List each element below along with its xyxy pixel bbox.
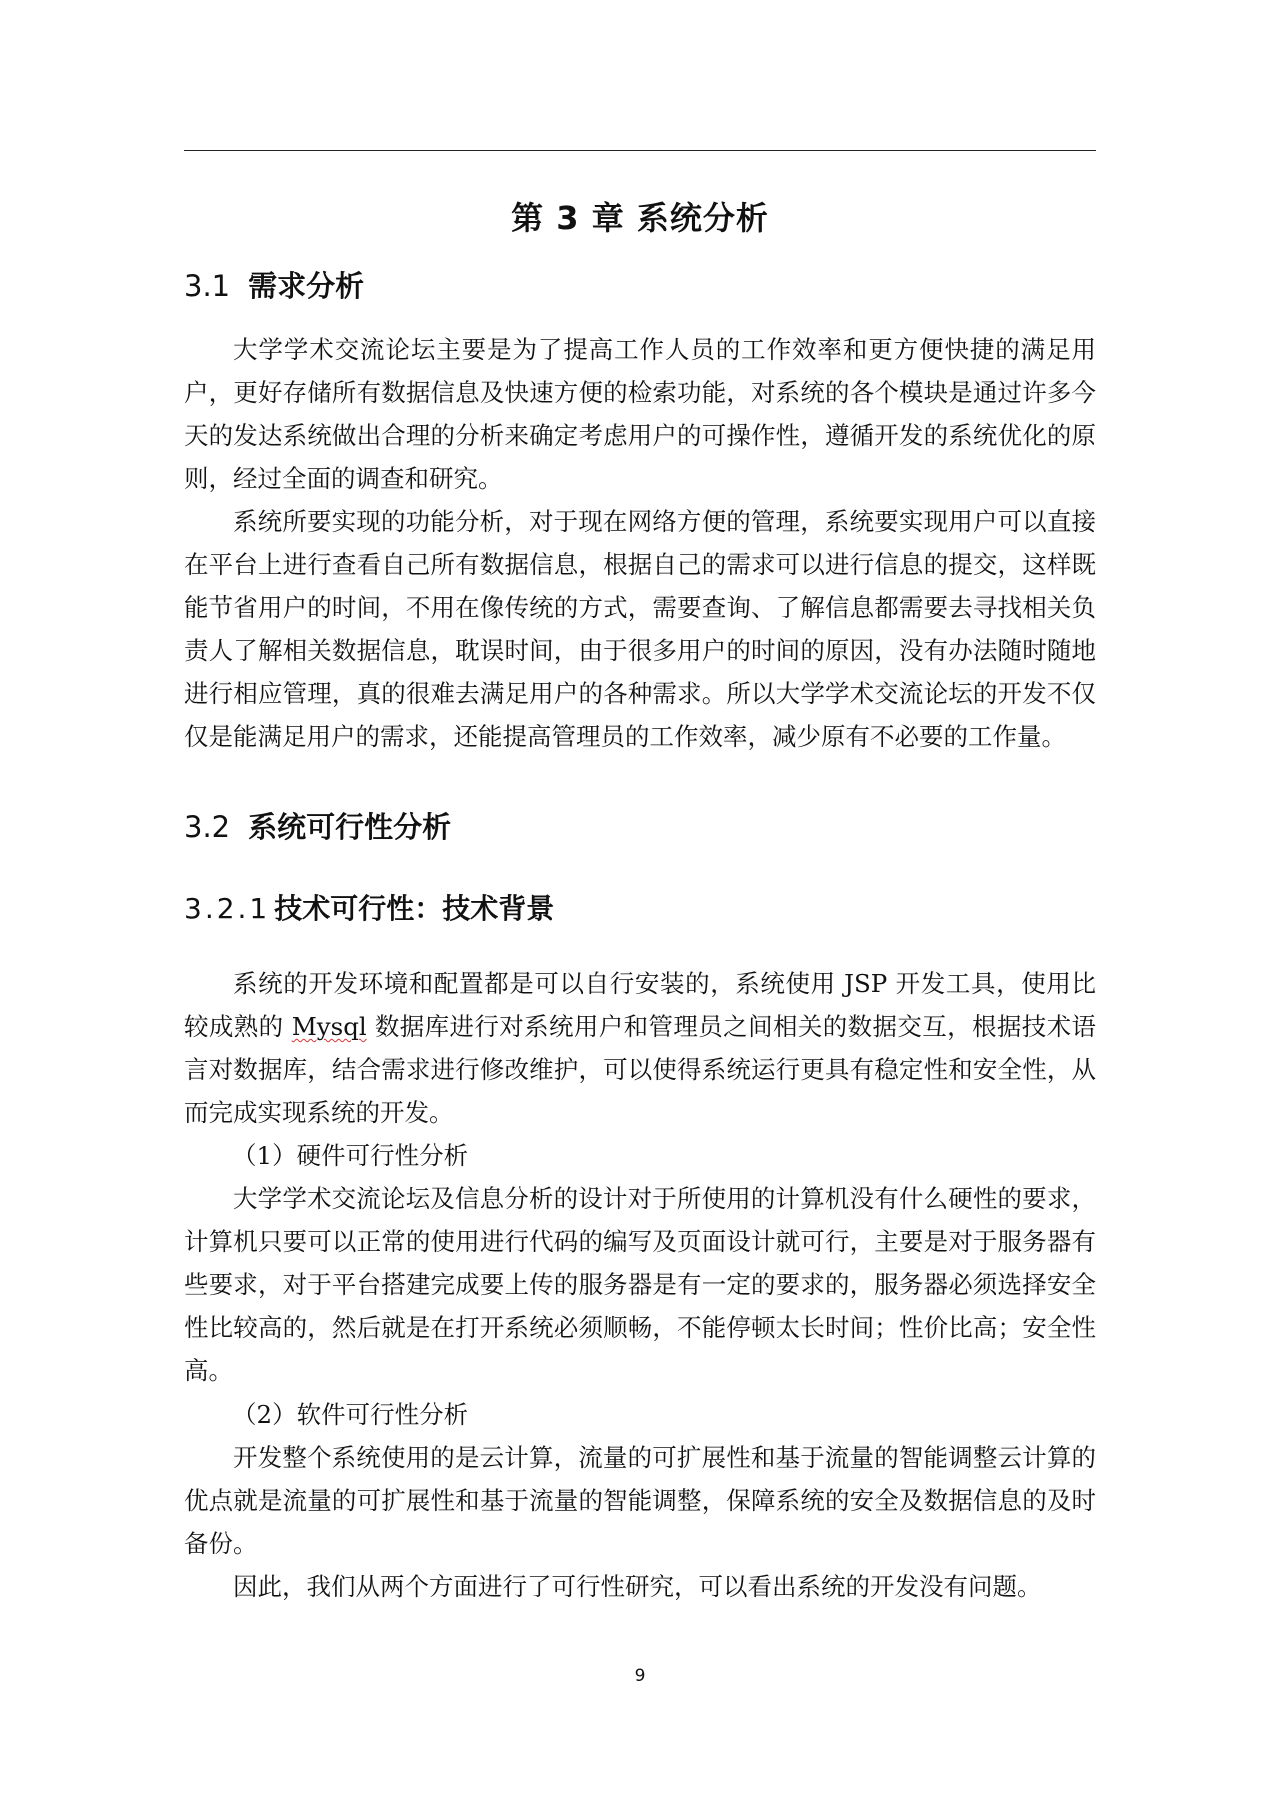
paragraph-tech-background [184, 962, 1096, 1134]
paragraph-conclusion: 因此，我们从两个方面进行了可行性研究，可以看出系统的开发没有问题。 [233, 1572, 1042, 1601]
text-run: 数据库进行对系统用户和管理员之间相关的数据交互，根据技术语言对数据库，结合需求进行修改维护，可以使得系统运行更具有稳定性和安全性，从而完成实现系统的开发。 [184, 1012, 1096, 1127]
subsection-title: 技术可行性：技术背景 [274, 892, 555, 925]
subheading-software: （2）软件可行性分析 [232, 1400, 469, 1429]
chapter-title: 第 3 章 系统分析 [511, 199, 769, 237]
paragraph-requirements-intro: 大学学术交流论坛主要是为了提高工作人员的工作效率和更方便快捷的满足用户，更好存储所有数据信息及快速方便的检索功能，对系统的各个模块是通过许多今天的发达系统做出合理的分析来确定考虑用户的可操作性，遵循开发的系统优化的原则，经过全面的调查和研究。 [184, 335, 1096, 493]
spellcheck-word: Mysql [291, 1012, 367, 1041]
paragraph-software: 开发整个系统使用的是云计算，流量的可扩展性和基于流量的智能调整云计算的优点就是流量的可扩展性和基于流量的智能调整，保障系统的安全及数据信息的及时备份。 [184, 1443, 1096, 1558]
paragraph-function-analysis: 系统所要实现的功能分析，对于现在网络方便的管理，系统要实现用户可以直接在平台上进行查看自己所有数据信息，根据自己的需求可以进行信息的提交，这样既能节省用户的时间，不用在像传统的方式，需要查询、了解信息都需要去寻找相关负责人了解相关数据信息，耽误时间，由于很多用户的时间的原因，没有办法随时随地进行相应管理，真的很难去满足用户的各种需求。所以大学学术交流论坛的开发不仅仅是能满足用户的需求，还能提高管理员的工作效率，减少原有不必要的工作量。 [184, 507, 1096, 751]
subsection-heading-3-2-1 [184, 889, 554, 929]
section-heading-3-1 [184, 265, 364, 307]
section-number: 3.1 [184, 269, 231, 303]
page-number: 9 [634, 1666, 646, 1686]
header-rule [184, 150, 1096, 151]
section-title: 需求分析 [248, 269, 365, 303]
paragraph-hardware: 大学学术交流论坛及信息分析的设计对于所使用的计算机没有什么硬性的要求，计算机只要可以正常的使用进行代码的编写及页面设计就可行，主要是对于服务器有些要求，对于平台搭建完成要上传的服务器是有一定的要求的，服务器必须选择安全性比较高的，然后就是在打开系统必须顺畅，不能停顿太长时间；性价比高；安全性高。 [184, 1184, 1096, 1385]
subheading-hardware: （1）硬件可行性分析 [232, 1141, 469, 1170]
section-title: 系统可行性分析 [248, 810, 452, 844]
text-run: 系统的开发环境和配置都是可以自行安装的，系统使用 JSP 开发工具，使用比较成熟的 [184, 969, 1096, 1041]
section-heading-3-2 [184, 806, 451, 848]
subsection-number: 3.2.1 [184, 892, 271, 925]
section-number: 3.2 [184, 810, 231, 844]
